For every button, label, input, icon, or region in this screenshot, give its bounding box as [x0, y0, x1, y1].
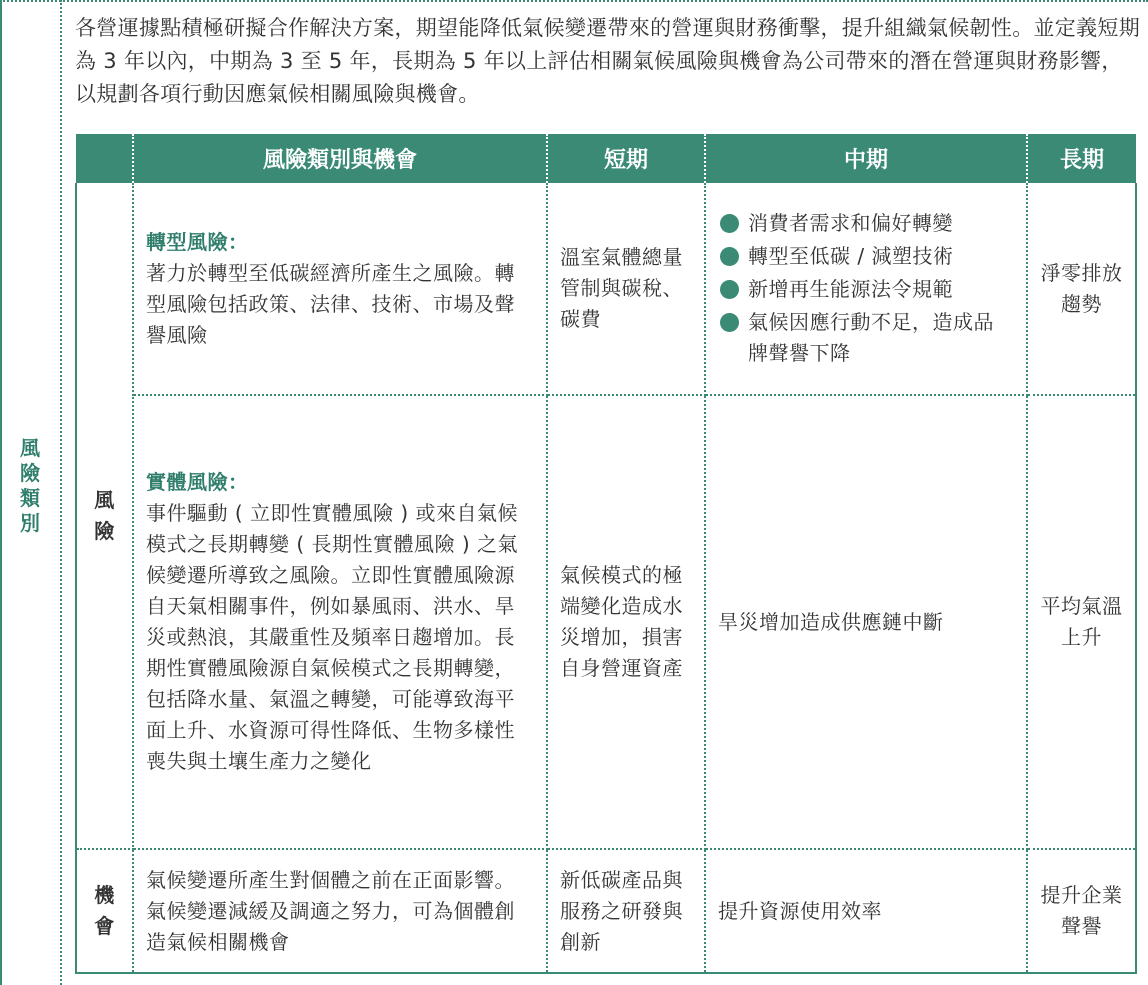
- bullet-dot-icon: [720, 280, 739, 299]
- transition-risk-cell: [133, 183, 547, 395]
- opportunity-desc: 氣候變遷所產生對個體之前在正面影響。氣候變遷減緩及調適之努力，可為個體創造氣候相關機會: [133, 849, 547, 973]
- transition-medium-list: [718, 208, 1014, 369]
- list-item: 轉型至低碳 / 減塑技術: [718, 241, 1014, 272]
- transition-short-term: 溫室氣體總量管制與碳稅、碳費: [547, 183, 705, 395]
- opportunity-short-term: 新低碳產品與服務之研發與創新: [547, 849, 705, 973]
- physical-medium-term: 旱災增加造成供應鏈中斷: [705, 395, 1027, 849]
- physical-long-term: 平均氣溫上升: [1027, 395, 1136, 849]
- header-long-term: 長期: [1027, 134, 1136, 183]
- opportunity-medium-term: 提升資源使用效率: [705, 849, 1027, 973]
- table-row-opportunity: [76, 849, 1136, 973]
- opportunity-group-label: 機會: [76, 849, 133, 973]
- physical-risk-desc: 事件驅動 ( 立即性實體風險 ) 或來自氣候模式之長期轉變 ( 長期性實體風險 ) 之氣候變遷所導致之風險。立即性實體風險源自天氣相關事件，例如暴風雨、洪水、旱災或熱浪，其嚴重性及頻率日趨增加。長期性實體風險源自氣候模式之長期轉變，包括降水量、氣溫之轉變，可能導致海平面上升、水資源可得性降低、生物多樣性喪失與土壤生產力之變化: [146, 501, 519, 773]
- physical-short-term: 氣候模式的極端變化造成水災增加，損害自身營運資產: [547, 395, 705, 849]
- transition-risk-title: 轉型風險：: [146, 229, 249, 254]
- list-item: 消費者需求和偏好轉變: [718, 208, 1014, 239]
- opportunity-long-term: 提升企業聲譽: [1027, 849, 1136, 973]
- table-row-transition-risk: [76, 183, 1136, 395]
- table-header-row: [76, 134, 1136, 183]
- header-category: 風險類別與機會: [133, 134, 547, 183]
- bullet-dot-icon: [720, 214, 739, 233]
- list-item: 氣候因應行動不足，造成品牌聲譽下降: [718, 307, 1014, 369]
- header-medium-term: 中期: [705, 134, 1027, 183]
- list-item: 新增再生能源法令規範: [718, 274, 1014, 305]
- bullet-dot-icon: [720, 247, 739, 266]
- transition-medium-term: [705, 183, 1027, 395]
- header-short-term: 短期: [547, 134, 705, 183]
- header-blank: [76, 134, 133, 183]
- table-row-physical-risk: [76, 395, 1136, 849]
- transition-risk-desc: 著力於轉型至低碳經濟所產生之風險。轉型風險包括政策、法律、技術、市場及聲譽風險: [146, 260, 515, 347]
- bullet-dot-icon: [720, 313, 739, 332]
- side-column: [0, 0, 62, 985]
- physical-risk-title: 實體風險：: [146, 470, 249, 494]
- intro-paragraph: 各營運據點積極研擬合作解決方案，期望能降低氣候變遷帶來的營運與財務衝擊，提升組織氣候韌性。並定義短期為 3 年以內，中期為 3 至 5 年，長期為 5 年以上評估相關氣候風險與機會為公司帶來的潛在營運與財務影響，以規劃各項行動因應氣候相關風險與機會。: [75, 16, 1140, 106]
- side-label-risk-category: 風險類別: [20, 436, 40, 535]
- risk-group-label: 風險: [76, 183, 133, 849]
- risk-opportunity-table: [75, 134, 1137, 974]
- transition-long-term: 淨零排放趨勢: [1027, 183, 1136, 395]
- physical-risk-cell: [133, 395, 547, 849]
